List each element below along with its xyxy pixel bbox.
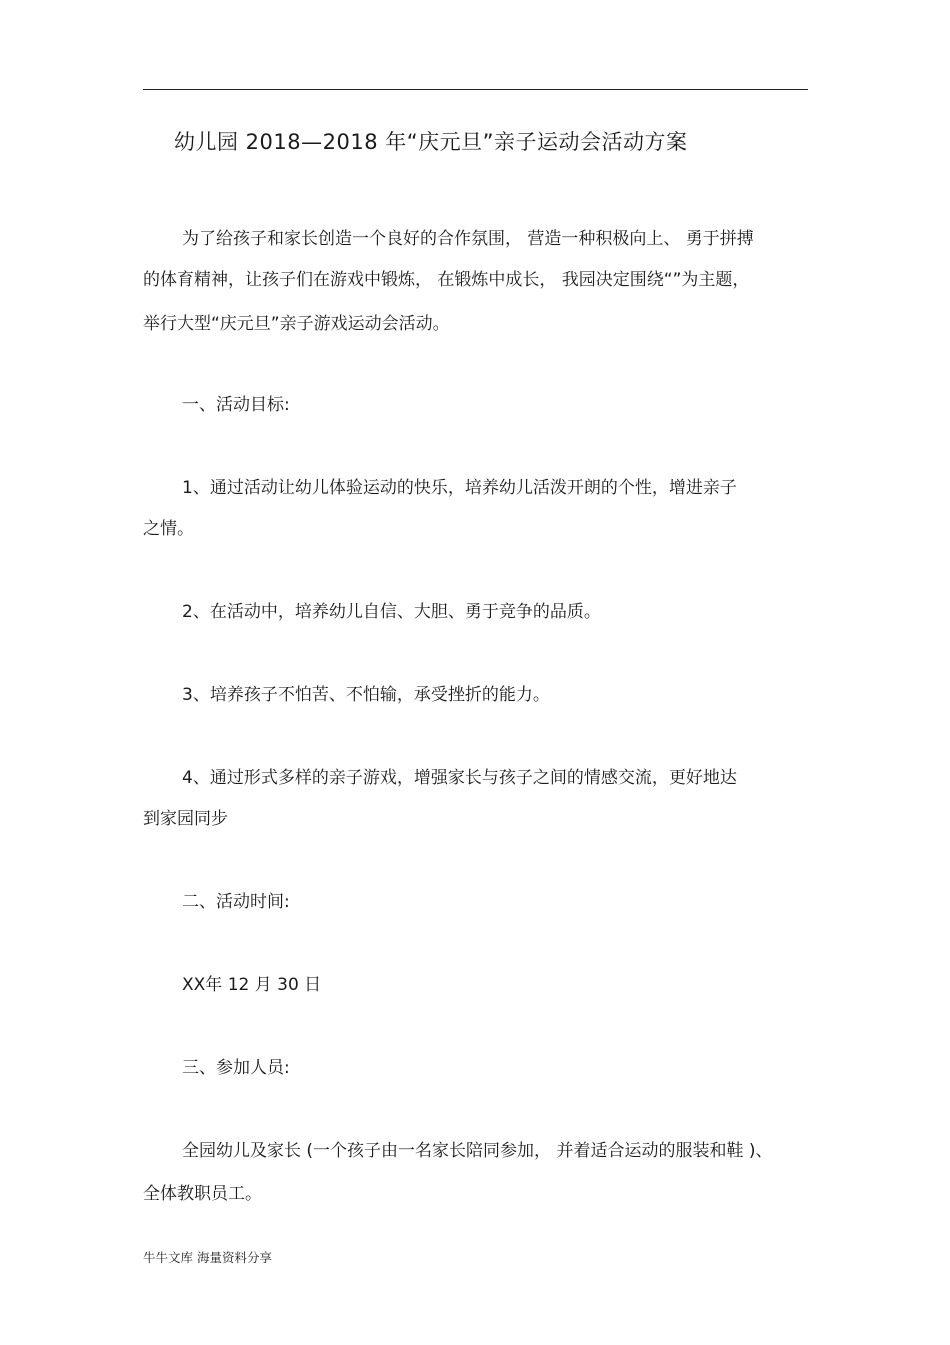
goal-1-line-1: 1、通过活动让幼儿体验运动的快乐，培养幼儿活泼开朗的个性，增进亲子 [182, 478, 737, 498]
goal-3: 3、培养孩子不怕苦、不怕输，承受挫折的能力。 [182, 685, 550, 705]
goal-4-line-2: 到家园同步 [143, 809, 228, 829]
goal-2: 2、在活动中，培养幼儿自信、大胆、勇于竞争的品质。 [182, 602, 601, 622]
section-heading-participants: 三、参加人员: [182, 1058, 290, 1078]
intro-line-2: 的体育精神，让孩子们在游戏中锻炼， 在锻炼中成长， 我园决定围绕“”为主题， [143, 270, 750, 290]
section-heading-goals: 一、活动目标: [182, 395, 290, 415]
intro-line-1: 为了给孩子和家长创造一个良好的合作氛围， 营造一种积极向上、 勇于拼搏 [182, 229, 754, 249]
document-title: 幼儿园 2018—2018 年“庆元旦”亲子运动会活动方案 [174, 130, 688, 154]
intro-line-3: 举行大型“庆元旦”亲子游戏运动会活动。 [143, 314, 450, 334]
event-date: XX年 12 月 30 日 [182, 975, 322, 995]
participants-line-2: 全体教职员工。 [143, 1184, 262, 1204]
footer-watermark: 牛牛文库 海量资料分享 [143, 1250, 272, 1265]
goal-1-line-2: 之情。 [143, 519, 194, 539]
section-heading-time: 二、活动时间: [182, 892, 290, 912]
goal-4-line-1: 4、通过形式多样的亲子游戏，增强家长与孩子之间的情感交流，更好地达 [182, 768, 737, 788]
header-rule [143, 89, 808, 90]
participants-line-1: 全园幼儿及家长 (一个孩子由一名家长陪同参加， 并着适合运动的服装和鞋 )、 [182, 1141, 773, 1161]
